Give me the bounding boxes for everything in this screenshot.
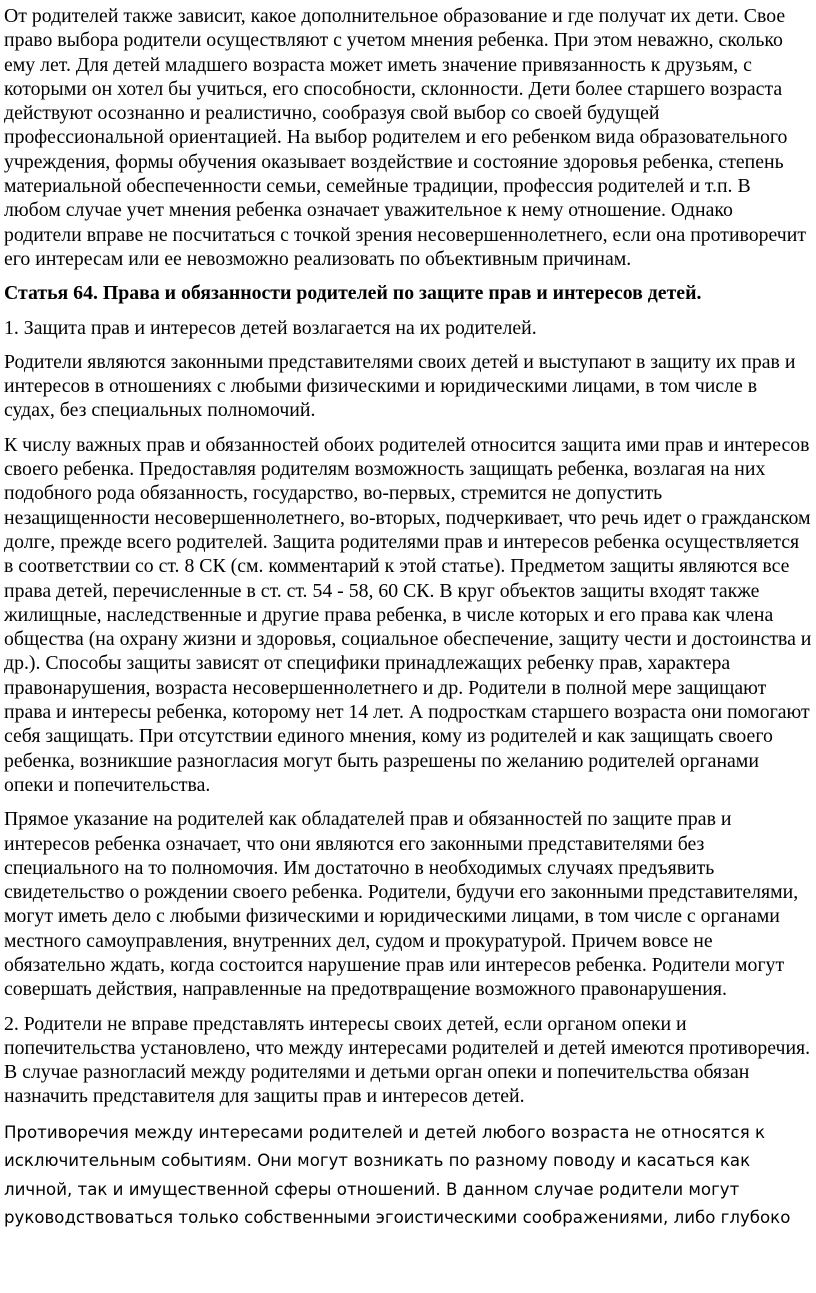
document-page	[4, 0, 812, 1243]
clause-1-text: 1. Защита прав и интересов детей возлагается на их родителей.	[4, 316, 537, 339]
paragraph-direct-indication: Прямое указание на родителей как обладателей прав и обязанностей по защите прав и интересов ребенка означает, что они являются его законными представителями без специального на то полномочия. Им достаточно в необходимых случаях предъявить свидетельство о рождении своего ребенка. Родители, будучи его законными представителями, могут иметь дело с любыми физическими и юридическими лицами, в том числе с органами местного самоуправления, внутренних дел, судом и прокуратурой. Причем вовсе не обязательно ждать, когда состоится нарушение прав или интересов ребенка. Родители могут совершать действия, направленные на предотвращение возможного правонарушения.	[4, 808, 799, 1001]
paragraph-legal-representatives: Родители являются законными представителями своих детей и выступают в защиту их прав и интересов в отношениях с любыми физическими и юридическими лицами, в том числе в судах, без специальных полномочий.	[4, 350, 796, 422]
paragraph-protection-duties: К числу важных прав и обязанностей обоих родителей относится защита ими прав и интересов своего ребенка. Предоставляя родителям возможность защищать ребенка, возлагая на них подобного рода обязанность, государство, во-первых, стремится не допустить незащищенности несовершеннолетнего, во-вторых, подчеркивает, что речь идет о гражданском долге, прежде всего родителей. Защита родителями прав и интересов ребенка осуществляется в соответствии со ст. 8 СК (см. комментарий к этой статье). Предметом защиты являются все права детей, перечисленные в ст. ст. 54 - 58, 60 СК. В круг объектов защиты входят также жилищные, наследственные и другие права ребенка, в числе которых и его права как члена общества (на охрану жизни и здоровья, социальное обеспечение, защиту чести и достоинства и др.). Способы защиты зависят от специфики принадлежащих ребенку прав, характера правонарушения, возраста несовершеннолетнего и др. Родители в полной мере защищают права и интересы ребенка, которому нет 14 лет. А подросткам старшего возраста они помогают себя защищать. При отсутствии единого мнения, кому из родителей и как защищать своего ребенка, возникшие разногласия могут быть разрешены по желанию родителей органами опеки и попечительства.	[4, 433, 812, 796]
article-64-heading: Статья 64. Права и обязанности родителей по защите прав и интересов детей.	[4, 282, 702, 305]
clause-2-text: 2. Родители не вправе представлять интересы своих детей, если органом опеки и попечительства установлено, что между интересами родителей и детей имеются противоречия. В случае разногласий между родителями и детьми орган опеки и попечительства обязан назначить представителя для защиты прав и интересов детей.	[4, 1012, 811, 1108]
paragraph-contradictions: Противоречия между интересами родителей и детей любого возраста не относятся к исключительным событиям. Они могут возникать по разному поводу и касаться как личной, так и имущественной сферы отношений. В данном случае родители могут руководствоваться только собственными эгоистическими соображениями, либо глубоко	[4, 1122, 791, 1228]
paragraph-education-choice: От родителей также зависит, какое дополнительное образование и где получат их дети. Свое право выбора родители осуществляют с учетом мнения ребенка. При этом неважно, сколько ему лет. Для детей младшего возраста может иметь значение привязанность к друзьям, с которыми он хотел бы учиться, его способности, склонности. Дети более старшего возраста действуют осознанно и реалистично, сообразуя свой выбор со своей будущей профессиональной ориентацией. На выбор родителем и его ребенком вида образовательного учреждения, формы обучения оказывает воздействие и состояние здоровья ребенка, степень материальной обеспеченности семьи, семейные традиции, профессия родителей и т.п. В любом случае учет мнения ребенка означает уважительное к нему отношение. Однако родители вправе не посчитаться с точкой зрения несовершеннолетнего, если она противоречит его интересам или ее невозможно реализовать по объективным причинам.	[4, 5, 806, 270]
